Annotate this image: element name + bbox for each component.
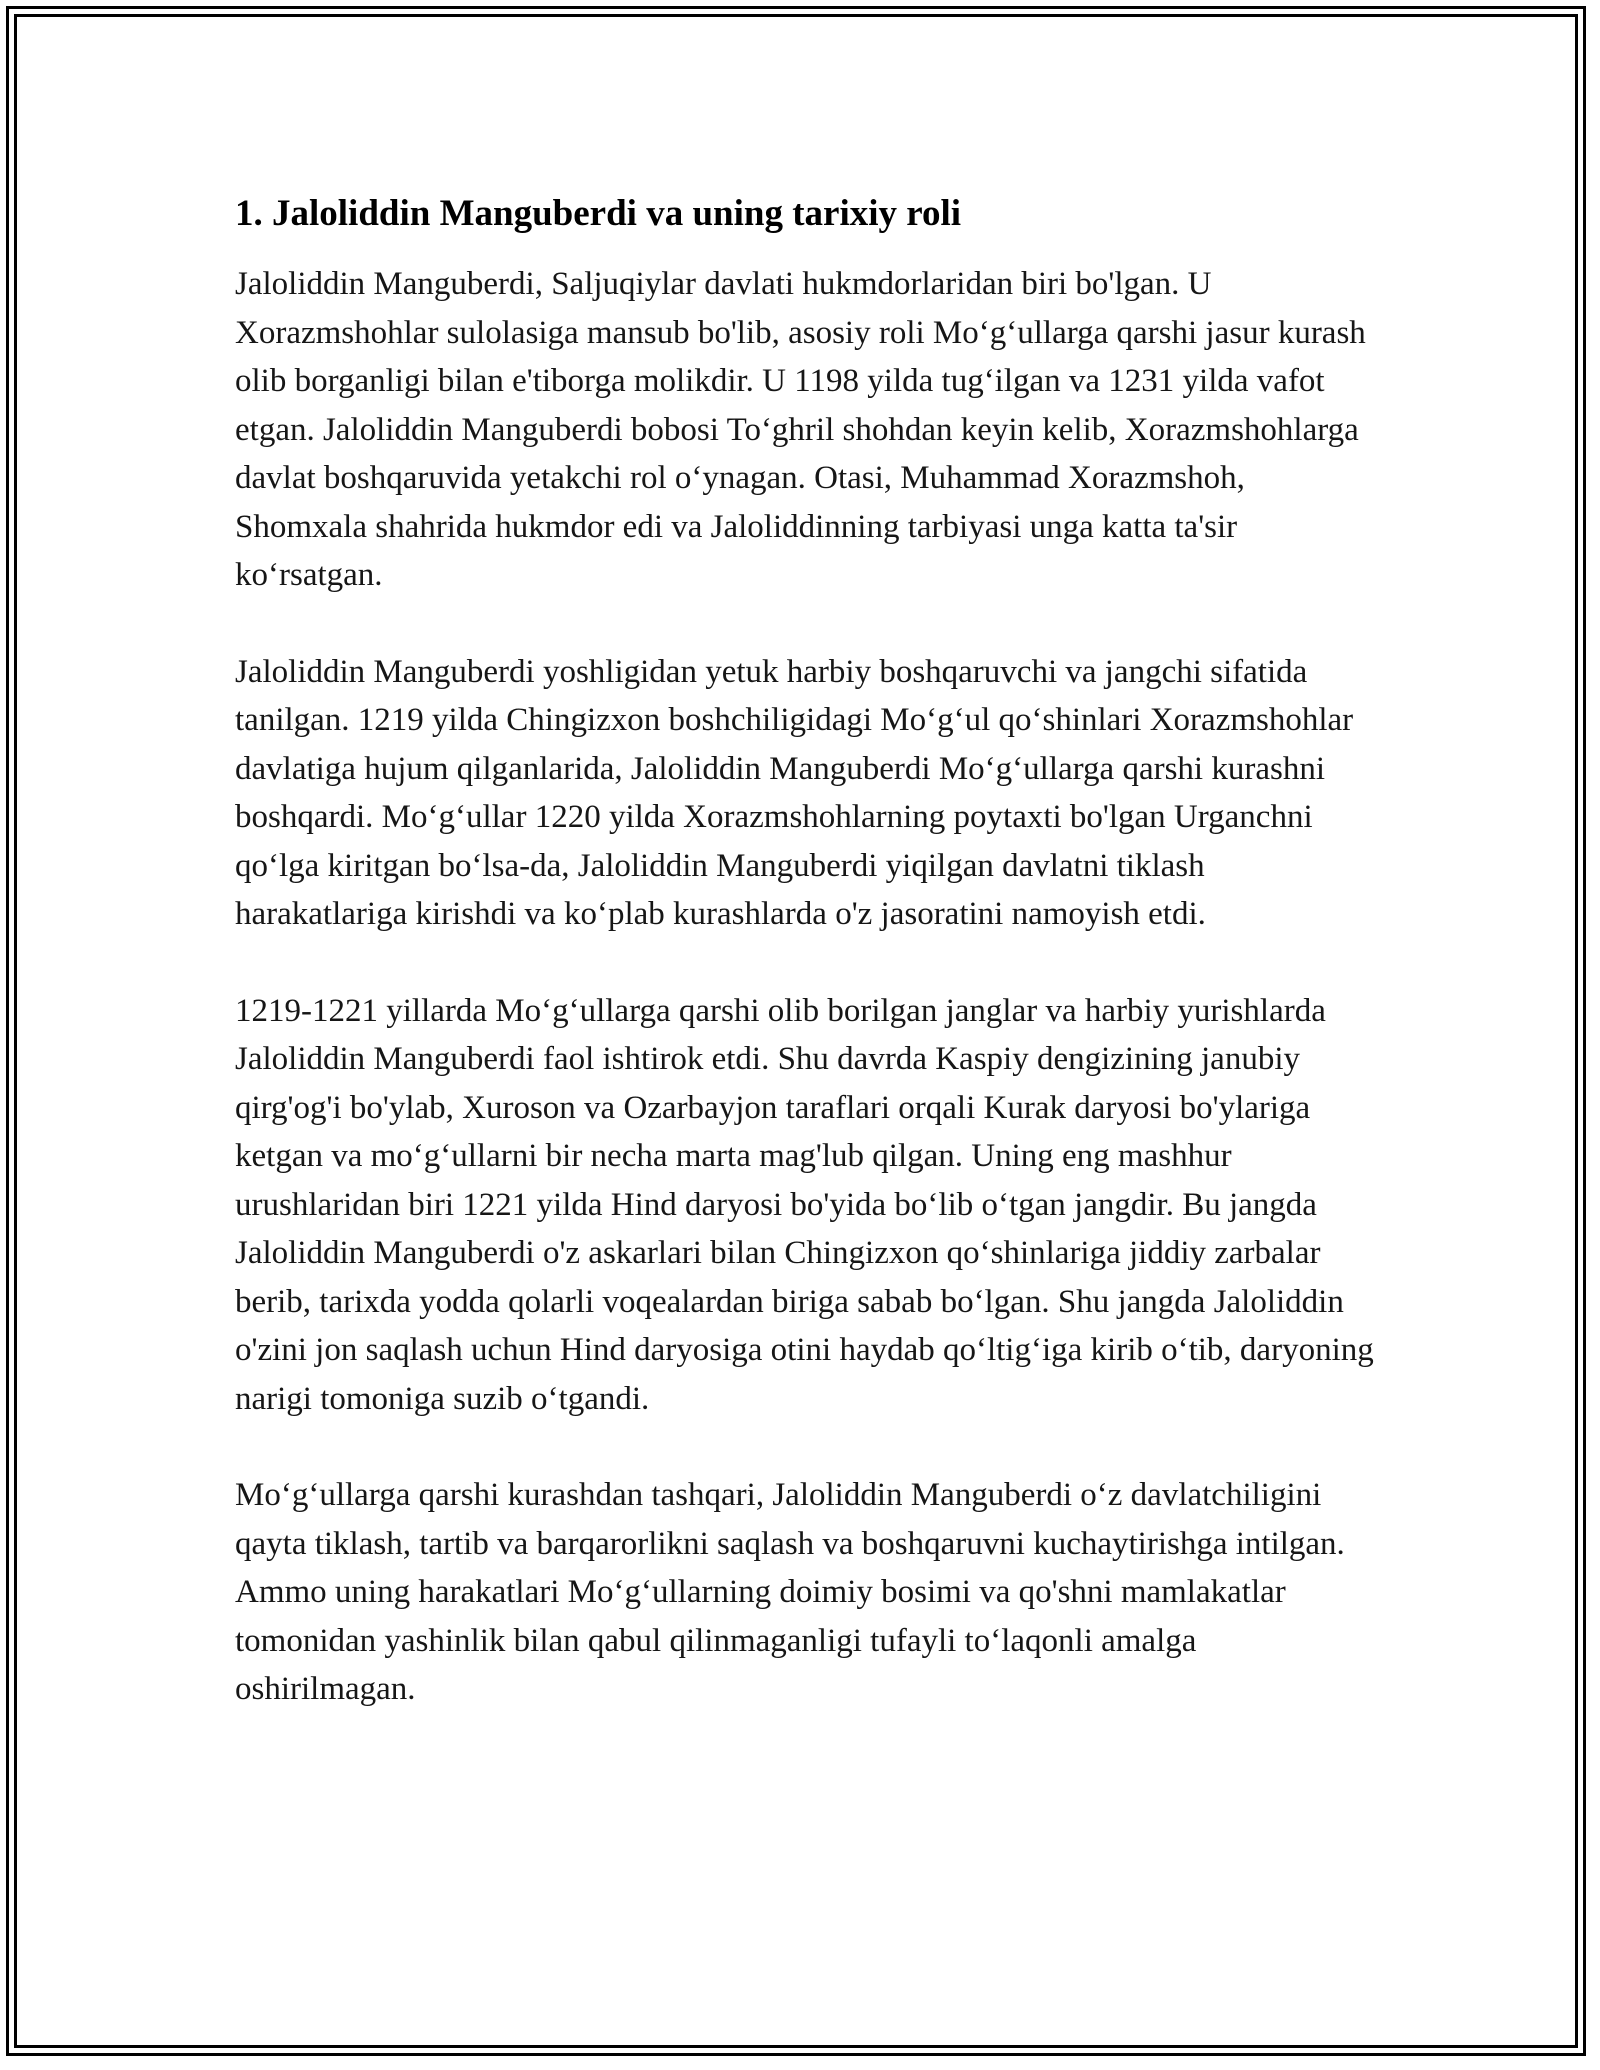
paragraph-2: Jaloliddin Manguberdi yoshligidan yetuk harbiy boshqaruvchi va jangchi sifatida tanilgan. 1219 yilda Chingizxon boshchiligidagi Mo‘g‘ul qo‘shinlari Xorazmshohlar davlatiga hujum qilganlarida, Jaloliddin Manguberdi Mo‘g‘ullarga qarshi kurashni boshqardi. Mo‘g‘ullar 1220 yilda Xorazmshohlarning poytaxti bo'lgan Urganchni qo‘lga kiritgan bo‘lsa-da, Jaloliddin Manguberdi yiqilgan davlatni tiklash harakatlariga kirishdi va ko‘plab kurashlarda o'z jasoratini namoyish etdi.: [235, 653, 1354, 932]
document-body: [235, 190, 1375, 1762]
paragraph-4: Mo‘g‘ullarga qarshi kurashdan tashqari, Jaloliddin Manguberdi o‘z davlatchiligini qayta tiklash, tartib va barqarorlikni saqlash va boshqaruvni kuchaytirishga intilgan. Ammo uning harakatlari Mo‘g‘ullarning doimiy bosimi va qo'shni mamlakatlar tomonidan yashinlik bilan qabul qilinmaganligi tufayli to‘laqonli amalga oshirilmagan.: [235, 1477, 1345, 1707]
paragraph-3: 1219-1221 yillarda Mo‘g‘ullarga qarshi olib borilgan janglar va harbiy yurishlarda Jaloliddin Manguberdi faol ishtirok etdi. Shu davrda Kaspiy dengizining janubiy qirg'og'i bo'ylab, Xuroson va Ozarbayjon taraflari orqali Kurak daryosi bo'ylariga ketgan va mo‘g‘ullarni bir necha marta mag'lub qilgan. Uning eng mashhur urushlaridan biri 1221 yilda Hind daryosi bo'yida bo‘lib o‘tgan jangdir. Bu jangda Jaloliddin Manguberdi o'z askarlari bilan Chingizxon qo‘shinlariga jiddiy zarbalar berib, tarixda yodda qolarli voqealardan biriga sabab bo‘lgan. Shu jangda Jaloliddin o'zini jon saqlash uchun Hind daryosiga otini haydab qo‘ltig‘iga kirib o‘tib, daryoning narigi tomoniga suzib o‘tgandi.: [235, 992, 1374, 1417]
section-heading: 1. Jaloliddin Manguberdi va uning tarixiy roli: [235, 193, 962, 234]
paragraph-1: Jaloliddin Manguberdi, Saljuqiylar davlati hukmdorlaridan biri bo'lgan. U Xorazmshohlar sulolasiga mansub bo'lib, asosiy roli Mo‘g‘ullarga qarshi jasur kurash olib borganligi bilan e'tiborga molikdir. U 1198 yilda tug‘ilgan va 1231 yilda vafot etgan. Jaloliddin Manguberdi bobosi To‘ghril shohdan keyin kelib, Xorazmshohlarga davlat boshqaruvida yetakchi rol o‘ynagan. Otasi, Muhammad Xorazmshoh, Shomxala shahrida hukmdor edi va Jaloliddinning tarbiyasi unga katta ta'sir ko‘rsatgan.: [235, 266, 1366, 593]
